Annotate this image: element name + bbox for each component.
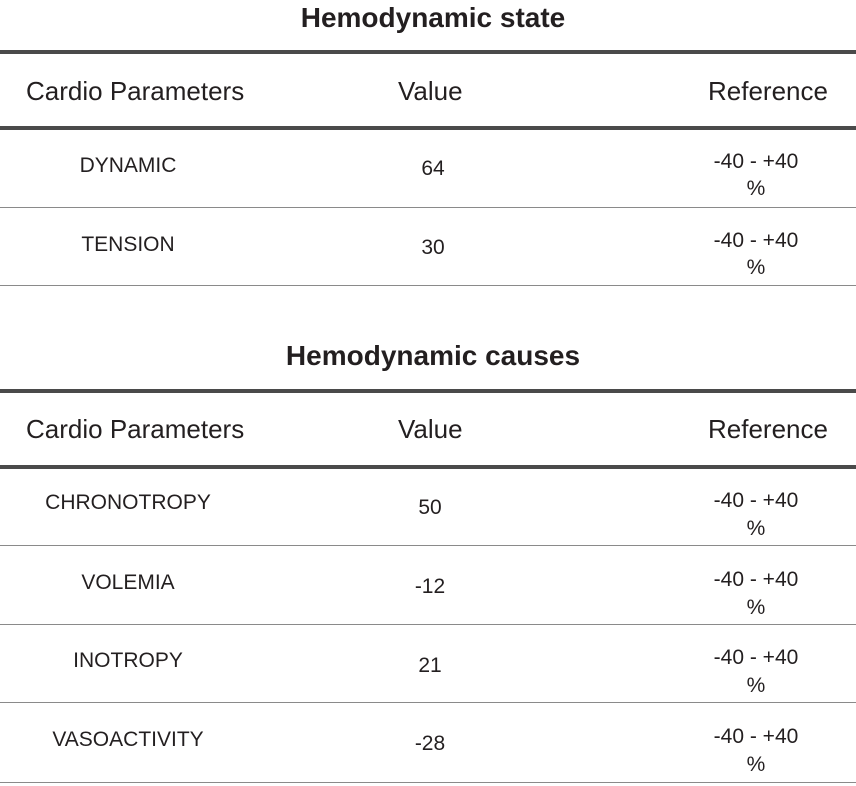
row-reference-range: -40 - +40 [713,646,799,669]
section-title-causes: Hemodynamic causes [285,340,581,371]
hemodynamic-causes-section [0,338,856,786]
row-param: VASOACTIVITY [52,728,204,751]
row-param: DYNAMIC [79,154,177,177]
row-value: 64 [421,157,445,180]
table-top-rule [0,50,856,54]
row-divider [0,545,856,546]
row-value: 30 [421,236,445,259]
row-param: TENSION [81,233,175,256]
row-reference-unit: % [746,256,766,279]
row-divider [0,207,856,208]
row-reference-range: -40 - +40 [713,229,799,252]
row-reference-unit: % [746,674,766,697]
row-param: INOTROPY [73,649,183,672]
table-top-rule [0,389,856,393]
table-bottom-rule [0,782,856,783]
row-value: 21 [418,654,442,677]
row-reference-unit: % [746,517,766,540]
header-cardio-parameters: Cardio Parameters [26,76,245,106]
section-title-state: Hemodynamic state [300,2,566,33]
row-divider [0,624,856,625]
header-reference: Reference [708,76,828,106]
row-param: VOLEMIA [81,571,175,594]
row-value: -12 [414,575,446,598]
row-divider [0,285,856,286]
row-value: -28 [414,732,446,755]
header-cardio-parameters: Cardio Parameters [26,414,245,444]
row-reference-range: -40 - +40 [713,489,799,512]
header-value: Value [398,414,463,444]
row-reference-unit: % [746,596,766,619]
hemodynamic-state-section [0,0,856,290]
header-reference: Reference [708,414,828,444]
row-reference-range: -40 - +40 [713,568,799,591]
row-reference-unit: % [746,177,766,200]
row-divider [0,702,856,703]
row-param: CHRONOTROPY [45,491,211,514]
header-bottom-rule [0,465,856,469]
header-bottom-rule [0,126,856,130]
header-value: Value [398,76,463,106]
row-value: 50 [418,496,442,519]
row-reference-range: -40 - +40 [713,725,799,748]
row-reference-unit: % [746,753,766,776]
row-reference-range: -40 - +40 [713,150,799,173]
